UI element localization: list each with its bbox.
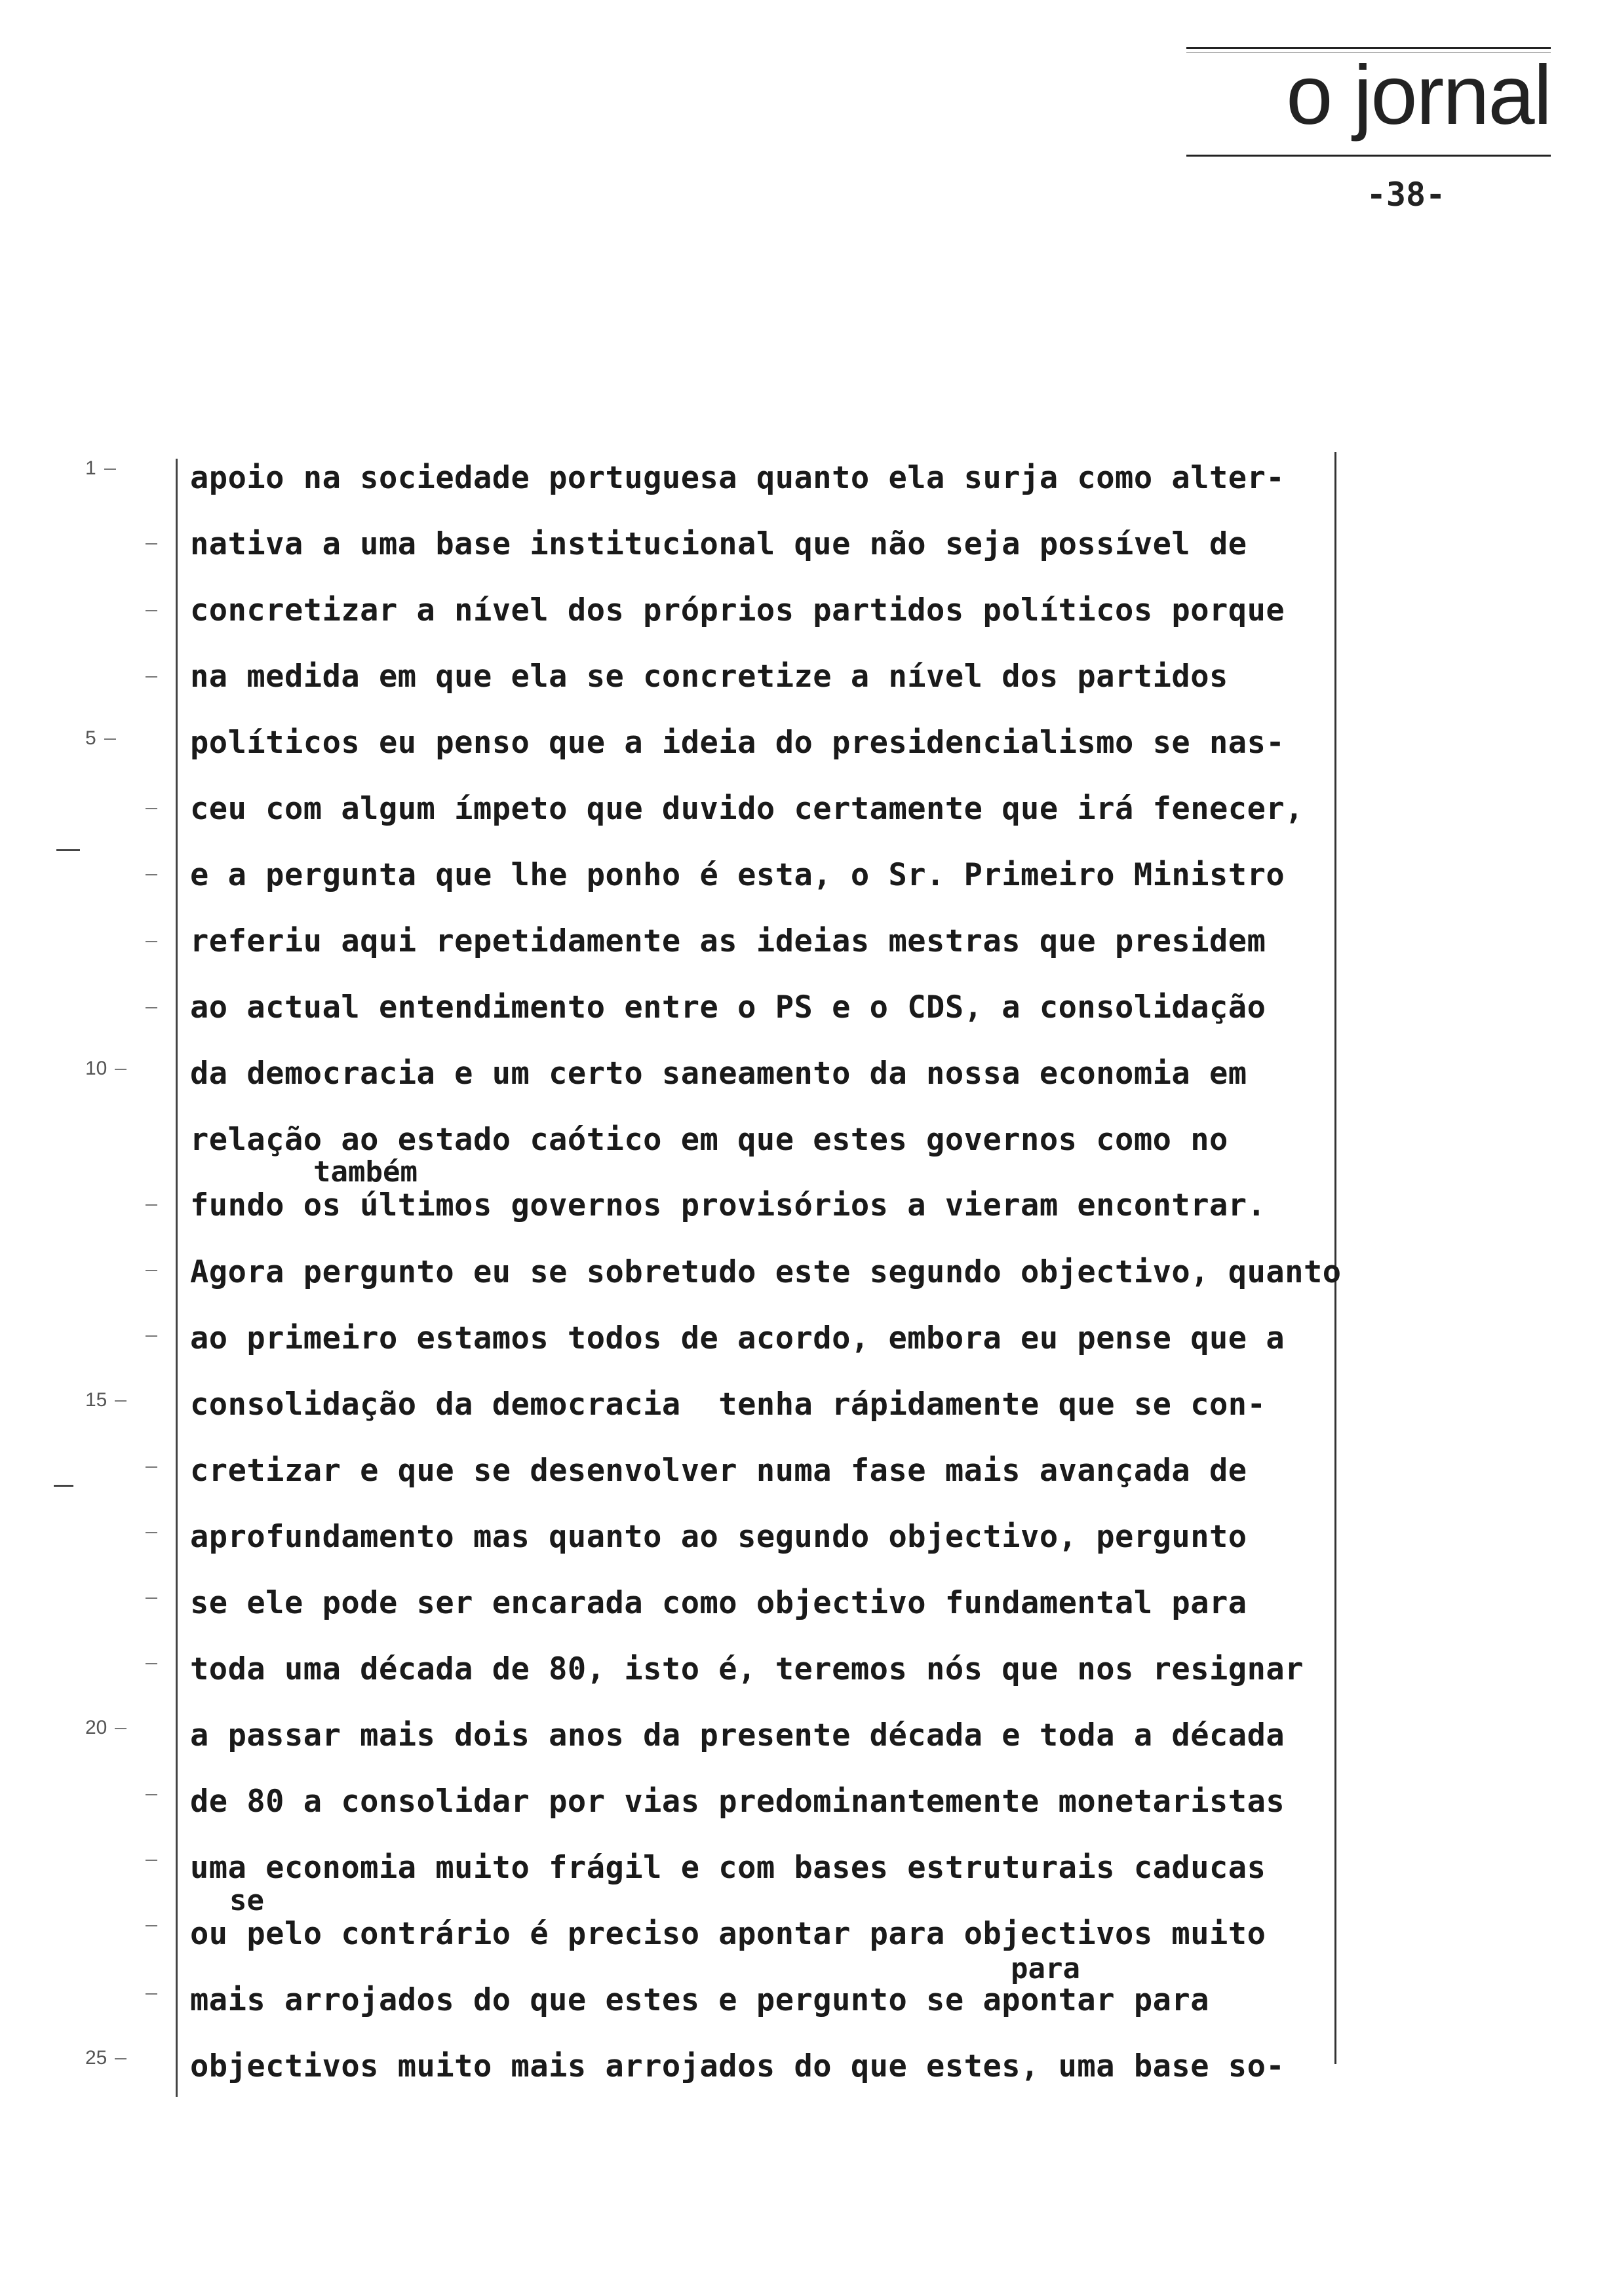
interlinear-insertion: para — [1011, 1952, 1080, 1985]
line-tick — [146, 1794, 157, 1795]
transcript-line: fundo os últimos governos provisórios a vieram encontrar. — [190, 1187, 1266, 1223]
transcript-line: ceu com algum ímpeto que duvido certamente que irá fenecer, — [190, 791, 1304, 827]
transcript-line: a passar mais dois anos da presente década e toda a década — [190, 1717, 1285, 1753]
line-tick — [146, 1925, 157, 1926]
transcript-line: da democracia e um certo saneamento da nossa economia em — [190, 1056, 1247, 1092]
line-number: 10 — [85, 1058, 157, 1080]
transcript-line: e a pergunta que lhe ponho é esta, o Sr. Primeiro Ministro — [190, 857, 1285, 893]
line-tick — [146, 1335, 157, 1337]
transcript-line: mais arrojados do que estes e pergunto se apontar para — [190, 1982, 1210, 2018]
line-tick — [146, 1663, 157, 1664]
line-tick — [146, 1270, 157, 1271]
interlinear-insertion: também — [313, 1155, 418, 1189]
transcript-line: Agora pergunto eu se sobretudo este segundo objectivo, quanto — [190, 1254, 1342, 1290]
page-number: -38- — [1366, 176, 1446, 214]
line-tick — [146, 1993, 157, 1995]
transcript-line: na medida em que ela se concretize a nível dos partidos — [190, 659, 1228, 695]
interlinear-insertion: se — [229, 1884, 264, 1917]
transcript-line: uma economia muito frágil e com bases estruturais caducas — [190, 1850, 1266, 1886]
transcript-line: toda uma década de 80, isto é, teremos nós que nos resignar — [190, 1651, 1304, 1687]
newspaper-logo: o jornal — [1286, 48, 1551, 142]
line-number: 1 — [85, 457, 157, 480]
masthead — [1186, 43, 1551, 168]
line-tick — [146, 1860, 157, 1861]
margin-mark — [56, 849, 80, 851]
transcript-line: aprofundamento mas quanto ao segundo objectivo, pergunto — [190, 1519, 1247, 1555]
transcript-line: concretizar a nível dos próprios partidos políticos porque — [190, 592, 1285, 628]
line-tick — [146, 1204, 157, 1206]
transcript-line: ou pelo contrário é preciso apontar para objectivos muito — [190, 1916, 1266, 1952]
line-tick — [146, 1532, 157, 1533]
transcript-line: objectivos muito mais arrojados do que estes, uma base so- — [190, 2048, 1285, 2084]
transcript-line: ao primeiro estamos todos de acordo, embora eu pense que a — [190, 1320, 1285, 1356]
line-tick — [146, 941, 157, 942]
line-number: 20 — [85, 1717, 157, 1739]
line-tick — [146, 543, 157, 545]
transcript-line: consolidação da democracia tenha rápidamente que se con- — [190, 1387, 1266, 1423]
line-tick — [146, 874, 157, 875]
line-tick — [146, 610, 157, 611]
masthead-rule-bottom — [1186, 155, 1551, 157]
transcript-line: ao actual entendimento entre o PS e o CDS, a consolidação — [190, 989, 1266, 1025]
transcript-line: referiu aqui repetidamente as ideias mestras que presidem — [190, 923, 1266, 959]
line-tick — [146, 1598, 157, 1599]
line-tick — [146, 1007, 157, 1008]
transcript-line: se ele pode ser encarada como objectivo fundamental para — [190, 1585, 1247, 1621]
transcript-line: cretizar e que se desenvolver numa fase mais avançada de — [190, 1453, 1247, 1489]
line-tick — [146, 676, 157, 678]
margin-mark — [54, 1485, 73, 1487]
line-tick — [146, 808, 157, 809]
transcript-line: de 80 a consolidar por vias predominantemente monetaristas — [190, 1784, 1285, 1820]
line-tick — [146, 1466, 157, 1468]
line-number: 25 — [85, 2047, 157, 2069]
transcript-line: relação ao estado caótico em que estes governos como no — [190, 1122, 1228, 1158]
transcript-line: nativa a uma base institucional que não seja possível de — [190, 526, 1247, 562]
transcript-line: apoio na sociedade portuguesa quanto ela surja como alter- — [190, 460, 1285, 496]
left-margin-rule — [176, 459, 178, 2097]
transcript-line: políticos eu penso que a ideia do presidencialismo se nas- — [190, 725, 1285, 761]
line-number: 5 — [85, 727, 157, 750]
line-number: 15 — [85, 1389, 157, 1411]
